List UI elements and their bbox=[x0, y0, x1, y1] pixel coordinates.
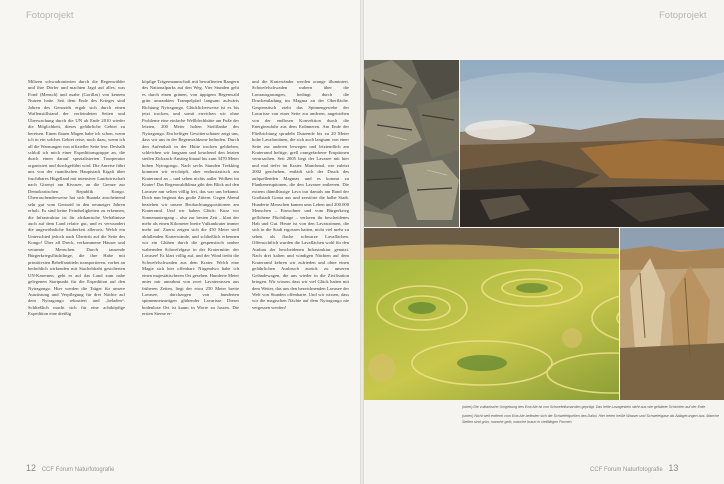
column-2-text: köpfige Trägermannschaft mit bewaffneten Rangern des Nationalparks auf den Weg. Vier Stunden geht es durch einen grünen, von üppigem Regenwald grün umrankten Trampelpfad langsam aufwärts Richtung Nyiragongo. Glücklicherweise ist es bis jetzt trocken, und somit erreichen wir ohne Probleme eine einfache Wellblechhütte am Fuße der letzten, 200 Meter hohen Steilflanke des Nyiragongo. Ein heftiger Gewitterschauer zeigt uns, dass wir uns in der Regenwaldzone befinden. Durch den Aufenthalt in der Hütte trocken geblieben, schleichen wir langsam und keuchend den letzten steilen Zickzack-Anstieg hinauf bis zum 3470 Meter hohen Nyiragongo. Nach sechs Stunden Trekking kommen wir erschöpft, aber enthusiastisch am Kraterrand an – und sehen nichts außer Wolken im Krater! Das Regenwaldklima gibt den Blick auf den Lavasee nur selten völlig frei, das war uns bekannt. Doch nun beginnt das große Zittern. Gegen Abend beziehen wir unsere Beobachtungspositionen am Kraterrand. Und wir haben Glück: Kurz vor Sonnenuntergang – also zur besten Zeit – klart der mehr als einen Kilometer breite Vulkankrater immer mehr auf. Zuerst zeigen sich die 450 Meter steil abfallenden Kraterwände, und schließlich erkennen wir ein Glühen durch die gespenstisch umher wabernden Schwefelgase in der Kratermitte: der Lavasee! Es klart völlig auf, und der Wind treibt die Schwefelschwaden aus dem Krater. Welch eine Magie sich hier offenbart: Nirgendwo habe ich einen majestätischeren Ort gesehen. Hunderte Meter unter mir umrahmt von zwei Lavaterrassen aus früheren Zeiten, liegt der etwa 250 Meter breite Lavasee, durchzogen von hunderten spinnennetzartigen glühender Lavarisse. Dieser bodenlose Ort ist kaum in Worte zu fassen. Die ersten Sterne er- bbox=[142, 79, 239, 317]
photo-captions bbox=[462, 405, 724, 429]
column-3-text: und die Kraterränder werden orange illuminiert. Schwefelschwaden wabern über die Lavaausgasungen, bedingt durch die Druckentladung im Magma an der Oberfläche. Gespenstisch zieht das Spinnengewebe der Lavarisse von einer Seite zur anderen, angetrieben von der endlosen Konvektion durch die Energiezufuhr aus dem Erdinneren. Am Ende der Fließrichtung sprudeln Dutzende bis zu 20 Meter hohe Lavafontänen, die sich auch langsam von einer Seite zur anderen bewegen und letztendlich am Kraterrand heftige, grell orangefarbene Eruptionen verursachen. Seit 2005 liegt der Lavasee mit hier und mal tiefer im Krater. Manchmal, wie zuletzt 2002 geschehen, entlädt sich der Druck des aufquellenden Magmas und es kommt zu Flankeneruptionen, die den Lavasee entleeren. Die extrem dünnflüssige Lava trat damals am Rand der Großstadt Goma aus und zerstörte die halbe Stadt. Hunderte Menschen kamen ums Leben und 200.000 Menschen – Einwohner und vom Bürgerkrieg geflohene Flüchtlinge – verloren ihr bescheidenes Hab und Gut. Heute ist von den Lavaströmen, die sich in die Stadt ergossen hatten, nicht viel mehr zu sehen als flache schwarze Lavaflächen. Offensichtlich wurden die Lavaflächen wohl für den Ausbau der bescheidenen Infrastruktur genutzt. Nach drei kalten und windigen Nächten auf dem Kraterrand kehren wir zufrieden und ohne einen gefährlichen Ausbruch zurück zu unseren Geländewagen, die uns wieder in die Zivilisation bringen. Wir wissen, dass wir viel Glück hatten mit dem Wetter, das uns den bezeichnenden Lavasee der Welt von Stunden offenbarte. Und wir wissen, dass wir die magischen Nächte auf dem Nyiragongo nie vergessen werden! bbox=[252, 79, 349, 310]
footer-text-left: CCF Forum Naturfotografie bbox=[41, 467, 115, 473]
footer-text-right: CCF Forum Naturfotografie bbox=[590, 467, 663, 473]
section-label-left: Fotoprojekt bbox=[26, 10, 74, 21]
text-column-1 bbox=[28, 79, 125, 318]
section-label-right: Fotoprojekt bbox=[659, 10, 707, 21]
column-1-text: Milizen schwadronierten durch die Regenwälder und ihre Dörfer und machten Jagd auf alles, was Fond (Mensch) und nsabe (Gorillas) von keinem Nutzen hatte. Seit dem Ende des Krieges sind Jahren des Genozids ergab sich durch einen Waffenstillstand der verfeindeten Seiten und Überwachung durch die UN ab Ende 2010 wieder die Möglichkeit, dieses gefährliche Gebiet zu bereisen. Einen flauen Magen habe ich schon, wenn ich in ein solches Gebiet reise, noch dazu, wenn ich all die Warnungen von offizieller Seite lese. Deshalb schloß ich mich einer Expeditionsgruppe an, die durch einen darauf spezialisierten Tourperator organisiert und durchgeführt wird. Die Anreise führt uns von der ruandischen Hauptstadt Kigali über fruchtbares Hügelland mit intensiver Landwirtschaft nach Gisenyi am Kivusee, an die Grenze zur Demokratischen Republik Kongo. Überraschenderweise hat sich Ruanda anscheinend sehr gut vom Genozid in den neunziger Jahren erholt. Es sind keine Feindseligkeiten zu erkennen, die Infrastruktur ist für afrikanische Verhältnisse auch auf dem Land relativ gut, und es verwundert die ungewöhnliche Sauberkeit allerorts. Welch ein Unterschied jedoch nach Übertritt auf die Seite des Kongo! Über all Dreck, verkommene Häuser und verarmte Menschen. Durch tausende Bürgerkriegsflüchtlinge, die ihre Habe mit primitivsten Behelfsmitteln transportieren, vorbei an bedrohlich wirkenden mit Stacheldraht gesicherten UN-Kasernen, geht es auf das Land zum nahe gelegenen Startpunkt für die Expedition auf den Nyiragongo. Hier werden die Träger für unsere Ausrüstung und Verpflegung für drei Nächte auf dem Nyiragongo rekrutiert und „beladen“. Schließlich macht sich für eine achtköpfige Expedition eine dreißig bbox=[28, 79, 125, 317]
text-column-2 bbox=[142, 79, 239, 318]
text-column-3 bbox=[252, 79, 349, 311]
page-number-left: 12 bbox=[26, 463, 37, 473]
page-gutter bbox=[360, 0, 364, 484]
page-number-right: 13 bbox=[668, 463, 679, 473]
footer-right bbox=[590, 463, 678, 473]
photo-salt-formations bbox=[619, 228, 724, 400]
caption-top: (oben) Die vulkanische Umgebung des Erta Ale ist von Schwefelfumarolen geprägt. Das helle Lavagestein sieht aus wie gefaltete Schichten auf der Erde. bbox=[462, 405, 707, 409]
photo-lava-rocks bbox=[362, 60, 459, 227]
footer-left bbox=[26, 463, 114, 473]
photo-volcanic-landscape bbox=[460, 60, 724, 227]
right-page bbox=[362, 0, 724, 484]
caption-bottom: (unten) Nicht weit entfernt vom Erta Ale befinden sich die Schwefelquellen des Dallol. Hier treten heiße Wasser und Schwefelgase als Ablagerungen aus. Manche Stellen sind grün, manche gelb, manche braun in vielfältigen Formen. bbox=[462, 414, 720, 424]
